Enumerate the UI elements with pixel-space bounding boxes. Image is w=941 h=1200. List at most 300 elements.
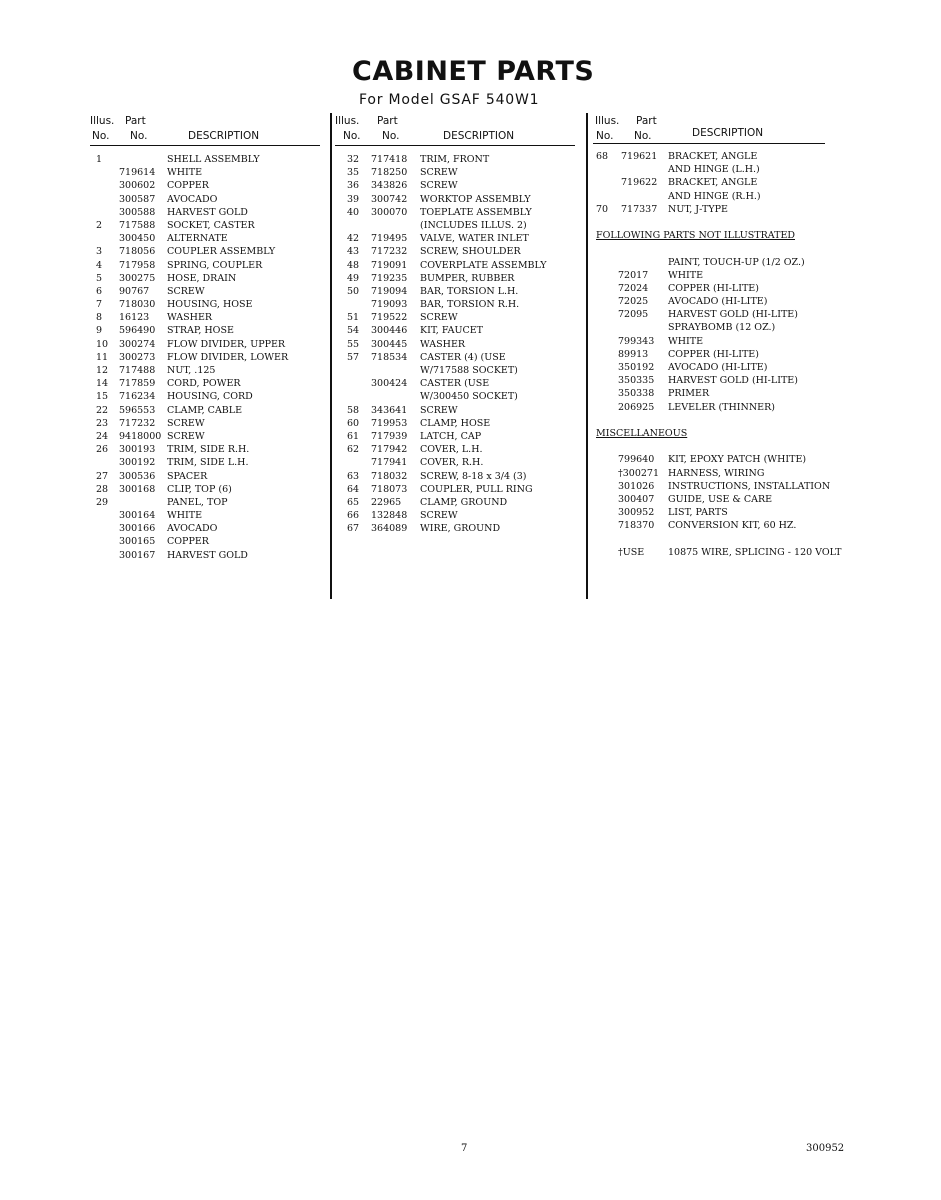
parts-row xyxy=(593,480,863,493)
part-number: 300445 xyxy=(371,338,408,350)
part-description: COVERPLATE ASSEMBLY xyxy=(420,259,547,271)
parts-row xyxy=(90,338,330,351)
part-number: 300536 xyxy=(119,470,156,482)
illus-number: 67 xyxy=(347,523,360,535)
illus-number: 14 xyxy=(96,378,109,390)
parts-row xyxy=(335,179,585,192)
part-description: STRAP, HOSE xyxy=(167,325,234,337)
parts-row xyxy=(335,390,585,403)
part-number: 90767 xyxy=(119,285,150,297)
illus-header: Illus. xyxy=(335,115,360,127)
parts-row xyxy=(593,467,863,480)
part-description: FLOW DIVIDER, LOWER xyxy=(167,351,289,363)
part-description: HARNESS, WIRING xyxy=(668,467,765,479)
section-heading: MISCELLANEOUS xyxy=(596,427,688,439)
parts-row xyxy=(593,282,863,295)
parts-row xyxy=(335,272,585,285)
parts-row xyxy=(90,166,330,179)
section-title xyxy=(593,427,863,440)
parts-row xyxy=(593,269,863,282)
illus-header-no: No. xyxy=(92,130,110,142)
part-description: HARVEST GOLD (HI-LITE) xyxy=(668,375,798,387)
part-number: 718250 xyxy=(371,167,408,179)
parts-row xyxy=(90,259,330,272)
parts-row xyxy=(593,506,863,519)
part-description: SCREW xyxy=(420,180,458,192)
part-number: 717418 xyxy=(371,154,408,165)
part-description: CORD, POWER xyxy=(167,378,241,390)
part-description: PAINT, TOUCH-UP (1/2 OZ.) xyxy=(668,256,805,268)
parts-list-middle xyxy=(335,153,585,535)
parts-row xyxy=(335,351,585,364)
parts-list-right xyxy=(593,150,863,559)
parts-list-left xyxy=(90,153,330,562)
part-number: 716234 xyxy=(119,391,156,403)
illus-number: 60 xyxy=(347,417,360,429)
part-number: 300164 xyxy=(119,510,156,522)
parts-row xyxy=(90,535,330,548)
parts-row xyxy=(335,219,585,232)
part-number: 72024 xyxy=(618,282,649,294)
illus-number: 63 xyxy=(347,470,360,482)
parts-row xyxy=(90,470,330,483)
parts-row xyxy=(90,377,330,390)
parts-row xyxy=(335,483,585,496)
parts-row xyxy=(593,519,863,532)
illus-number: 32 xyxy=(347,154,360,165)
parts-row xyxy=(90,443,330,456)
part-description: SCREW xyxy=(420,510,458,522)
header-rule xyxy=(593,143,825,144)
part-number: 343826 xyxy=(371,180,408,192)
page-subtitle: For Model GSAF 540W1 xyxy=(359,92,540,108)
part-description: SPRAYBOMB (12 OZ.) xyxy=(668,322,776,334)
column-divider xyxy=(330,113,332,599)
part-number: 718056 xyxy=(119,246,156,258)
part-description: KIT, FAUCET xyxy=(420,325,484,337)
illus-number: 40 xyxy=(347,206,360,218)
parts-row xyxy=(335,443,585,456)
part-description: WORKTOP ASSEMBLY xyxy=(420,193,531,205)
document-number: 300952 xyxy=(806,1143,845,1154)
part-description: HARVEST GOLD xyxy=(167,206,248,218)
part-description: WASHER xyxy=(420,338,466,350)
parts-row xyxy=(593,335,863,348)
description-header: DESCRIPTION xyxy=(443,130,515,142)
parts-row xyxy=(593,348,863,361)
illus-number: 61 xyxy=(347,430,360,442)
column-header xyxy=(335,113,585,145)
part-number: 717337 xyxy=(621,203,658,215)
part-number: 16123 xyxy=(119,312,150,324)
section-title xyxy=(593,229,863,242)
part-header: Part xyxy=(636,115,657,127)
parts-row xyxy=(90,272,330,285)
parts-column-left xyxy=(90,113,330,561)
part-number: 717488 xyxy=(119,365,156,376)
parts-row xyxy=(90,456,330,469)
part-description: AVOCADO (HI-LITE) xyxy=(668,362,768,373)
part-number: 719093 xyxy=(371,299,408,311)
illus-number: 35 xyxy=(347,167,360,179)
part-description: SPACER xyxy=(167,470,208,482)
part-number: 717958 xyxy=(119,259,156,271)
part-number: 300742 xyxy=(371,193,408,205)
parts-row xyxy=(335,338,585,351)
part-description: HOSE, DRAIN xyxy=(167,272,237,284)
part-number: 300165 xyxy=(119,536,156,548)
part-number: 718032 xyxy=(371,470,408,482)
parts-row xyxy=(593,163,863,176)
part-description: COPPER xyxy=(167,180,209,192)
illus-number: 55 xyxy=(347,338,360,350)
part-number: 717232 xyxy=(371,246,408,258)
part-number: 300407 xyxy=(618,493,655,505)
part-description: CLIP, TOP (6) xyxy=(167,483,232,495)
parts-row xyxy=(335,377,585,390)
illus-number: 23 xyxy=(96,417,109,429)
parts-column-right xyxy=(593,113,863,558)
part-number: †300271 xyxy=(618,467,660,479)
part-number: 300166 xyxy=(119,523,156,535)
header-rule xyxy=(335,145,575,146)
parts-row xyxy=(593,295,863,308)
part-number: 72095 xyxy=(618,309,649,321)
parts-row xyxy=(335,259,585,272)
part-number: 300168 xyxy=(119,483,156,495)
column-header xyxy=(593,113,863,145)
part-description: LATCH, CAP xyxy=(420,430,482,442)
part-description: (INCLUDES ILLUS. 2) xyxy=(420,219,527,231)
footnote-marker: †USE xyxy=(618,546,645,558)
parts-row xyxy=(335,166,585,179)
parts-row xyxy=(593,308,863,321)
part-description: SCREW, SHOULDER xyxy=(420,246,521,258)
parts-row xyxy=(90,206,330,219)
part-number: 718534 xyxy=(371,351,408,363)
parts-row xyxy=(593,361,863,374)
parts-row xyxy=(335,404,585,417)
spacer xyxy=(593,216,863,229)
parts-row xyxy=(90,549,330,562)
illus-number: 4 xyxy=(96,259,103,271)
illus-number: 36 xyxy=(347,180,360,192)
part-description: SCREW xyxy=(420,167,458,179)
part-number: 300167 xyxy=(119,549,156,561)
part-description: AVOCADO xyxy=(167,193,218,205)
parts-row xyxy=(90,179,330,192)
part-description: BAR, TORSION R.H. xyxy=(420,299,520,311)
part-number: 300070 xyxy=(371,206,408,218)
part-description: WHITE xyxy=(167,167,203,179)
parts-row xyxy=(335,417,585,430)
spacer xyxy=(593,440,863,453)
part-number: 350192 xyxy=(618,362,655,373)
part-description: HOUSING, CORD xyxy=(167,391,253,403)
parts-row xyxy=(593,203,863,216)
description-header: DESCRIPTION xyxy=(692,127,764,139)
part-description: SHELL ASSEMBLY xyxy=(167,154,260,165)
part-number: 719235 xyxy=(371,272,408,284)
illus-number: 51 xyxy=(347,312,360,324)
parts-row xyxy=(90,193,330,206)
part-description: WHITE xyxy=(167,510,203,522)
illus-number: 7 xyxy=(96,299,103,311)
part-description: LEVELER (THINNER) xyxy=(668,401,775,413)
part-number: 72017 xyxy=(618,269,649,281)
parts-row xyxy=(335,496,585,509)
illus-number: 48 xyxy=(347,259,360,271)
part-description: TRIM, SIDE R.H. xyxy=(167,444,250,456)
part-number: 719622 xyxy=(621,177,658,189)
part-description: TOEPLATE ASSEMBLY xyxy=(420,206,532,218)
column-header xyxy=(90,113,330,145)
parts-row xyxy=(335,311,585,324)
parts-row xyxy=(90,285,330,298)
part-header: Part xyxy=(125,115,146,127)
part-description: CASTER (4) (USE xyxy=(420,351,506,363)
part-number: 300274 xyxy=(119,338,156,350)
parts-row xyxy=(90,483,330,496)
parts-row xyxy=(335,206,585,219)
parts-row xyxy=(335,232,585,245)
parts-row xyxy=(593,256,863,269)
parts-row xyxy=(90,509,330,522)
parts-row xyxy=(90,311,330,324)
part-description: TRIM, FRONT xyxy=(420,154,490,165)
parts-row xyxy=(593,176,863,189)
part-description: CLAMP, HOSE xyxy=(420,417,491,429)
illus-number: 54 xyxy=(347,325,360,337)
part-description: HOUSING, HOSE xyxy=(167,299,253,311)
part-description: BAR, TORSION L.H. xyxy=(420,285,519,297)
parts-row xyxy=(335,285,585,298)
part-description: COVER, L.H. xyxy=(420,444,483,456)
parts-row xyxy=(593,321,863,334)
part-description: PRIMER xyxy=(668,388,710,400)
part-description: COVER, R.H. xyxy=(420,457,484,469)
part-number: 300446 xyxy=(371,325,408,337)
part-description: WIRE, GROUND xyxy=(420,523,501,535)
part-number: 9418000 xyxy=(119,430,162,442)
illus-number: 15 xyxy=(96,391,109,403)
illus-number: 9 xyxy=(96,325,103,337)
part-number: 717942 xyxy=(371,444,408,456)
part-number: 799343 xyxy=(618,335,655,347)
illus-header-no: No. xyxy=(596,130,614,142)
part-number: 300192 xyxy=(119,457,156,469)
part-number: 718073 xyxy=(371,483,408,495)
parts-row xyxy=(335,193,585,206)
part-description: CLAMP, CABLE xyxy=(167,404,243,416)
part-description: SCREW xyxy=(420,312,458,324)
part-description: SCREW xyxy=(420,404,458,416)
illus-number: 12 xyxy=(96,365,109,376)
parts-row xyxy=(90,417,330,430)
part-number: 89913 xyxy=(618,348,649,360)
part-number: 719614 xyxy=(119,167,156,179)
part-header-no: No. xyxy=(130,130,148,142)
parts-row xyxy=(335,364,585,377)
part-number: 717588 xyxy=(119,219,156,231)
parts-row xyxy=(90,351,330,364)
part-number: 301026 xyxy=(618,480,655,492)
part-description: NUT, J-TYPE xyxy=(668,203,728,215)
section-heading: FOLLOWING PARTS NOT ILLUSTRATED xyxy=(596,230,795,242)
parts-row xyxy=(90,153,330,166)
illus-number: 43 xyxy=(347,246,360,258)
illus-number: 6 xyxy=(96,285,103,297)
part-description: ALTERNATE xyxy=(167,233,228,245)
parts-row xyxy=(90,522,330,535)
part-number: 300424 xyxy=(371,378,408,390)
parts-row xyxy=(335,430,585,443)
parts-row xyxy=(593,493,863,506)
part-number: 300952 xyxy=(618,507,655,519)
part-description: AND HINGE (R.H.) xyxy=(668,190,761,202)
part-description: BRACKET, ANGLE xyxy=(668,151,758,162)
part-number: 718030 xyxy=(119,299,156,311)
illus-header: Illus. xyxy=(595,115,620,127)
part-description: CONVERSION KIT, 60 HZ. xyxy=(668,520,797,532)
parts-row xyxy=(335,456,585,469)
part-number: 300587 xyxy=(119,193,156,205)
part-description: GUIDE, USE & CARE xyxy=(668,493,773,505)
part-number: 717859 xyxy=(119,378,156,390)
illus-number: 22 xyxy=(96,404,109,416)
part-description: WHITE xyxy=(668,269,704,281)
part-number: 300273 xyxy=(119,351,156,363)
illus-number: 29 xyxy=(96,496,109,508)
part-description: WASHER xyxy=(167,312,213,324)
illus-number: 50 xyxy=(347,285,360,297)
part-description: HARVEST GOLD xyxy=(167,549,248,561)
part-description: HARVEST GOLD (HI-LITE) xyxy=(668,309,798,321)
part-description: W/717588 SOCKET) xyxy=(420,365,518,376)
parts-row xyxy=(335,470,585,483)
header-rule xyxy=(90,145,320,146)
parts-row xyxy=(90,496,330,509)
illus-number: 64 xyxy=(347,483,360,495)
parts-row xyxy=(593,387,863,400)
illus-number: 2 xyxy=(96,219,103,231)
part-number: 206925 xyxy=(618,401,655,413)
part-description: SCREW xyxy=(167,417,205,429)
part-number: 300450 xyxy=(119,233,156,245)
parts-row xyxy=(90,430,330,443)
part-number: 350338 xyxy=(618,388,655,400)
part-description: COPPER (HI-LITE) xyxy=(668,348,759,360)
illus-number: 49 xyxy=(347,272,360,284)
parts-row xyxy=(90,298,330,311)
illus-header: Illus. xyxy=(90,115,115,127)
parts-row xyxy=(335,509,585,522)
illus-number: 3 xyxy=(96,246,103,258)
part-number: 596490 xyxy=(119,325,156,337)
parts-row xyxy=(90,364,330,377)
part-description: SOCKET, CASTER xyxy=(167,219,255,231)
parts-row xyxy=(90,245,330,258)
page-number: 7 xyxy=(461,1143,468,1154)
page-title: CABINET PARTS xyxy=(352,56,595,87)
illus-number: 39 xyxy=(347,193,360,205)
spacer xyxy=(593,414,863,427)
part-description: AND HINGE (L.H.) xyxy=(668,164,760,176)
illus-number: 5 xyxy=(96,272,103,284)
illus-number: 42 xyxy=(347,233,360,245)
part-description: CLAMP, GROUND xyxy=(420,496,508,508)
part-header-no: No. xyxy=(382,130,400,142)
part-description: COPPER xyxy=(167,536,209,548)
illus-number: 57 xyxy=(347,351,360,363)
parts-row xyxy=(90,232,330,245)
part-description: PANEL, TOP xyxy=(167,496,228,508)
parts-row xyxy=(593,190,863,203)
part-description: INSTRUCTIONS, INSTALLATION xyxy=(668,480,831,492)
part-description: AVOCADO (HI-LITE) xyxy=(668,296,768,308)
parts-row xyxy=(335,153,585,166)
part-number: 719091 xyxy=(371,259,408,271)
parts-row xyxy=(593,150,863,163)
parts-row xyxy=(90,390,330,403)
part-number: 718370 xyxy=(618,520,655,532)
illus-number: 24 xyxy=(96,430,109,442)
illus-number: 62 xyxy=(347,444,360,456)
illus-number: 8 xyxy=(96,312,103,324)
part-number: 799640 xyxy=(618,454,655,466)
parts-row xyxy=(593,401,863,414)
parts-row xyxy=(90,324,330,337)
part-number: 350335 xyxy=(618,375,655,387)
part-description: SCREW xyxy=(167,285,205,297)
part-description: W/300450 SOCKET) xyxy=(420,391,518,403)
part-description: LIST, PARTS xyxy=(668,507,728,519)
part-header-no: No. xyxy=(634,130,652,142)
spacer xyxy=(593,242,863,255)
part-description: FLOW DIVIDER, UPPER xyxy=(167,338,286,350)
parts-row xyxy=(335,522,585,535)
illus-number: 26 xyxy=(96,444,109,456)
column-divider xyxy=(586,113,588,599)
part-description: BUMPER, RUBBER xyxy=(420,272,515,284)
part-number: 596553 xyxy=(119,404,156,416)
part-number: 719621 xyxy=(621,151,658,162)
part-number: 132848 xyxy=(371,510,408,522)
part-description: VALVE, WATER INLET xyxy=(420,233,529,245)
parts-row xyxy=(90,404,330,417)
part-number: 364089 xyxy=(371,523,408,535)
part-number: 719953 xyxy=(371,417,408,429)
parts-row xyxy=(335,298,585,311)
description-header: DESCRIPTION xyxy=(188,130,260,142)
illus-number: 68 xyxy=(596,151,609,162)
part-number: 300193 xyxy=(119,444,156,456)
spacer xyxy=(593,532,863,545)
illus-number: 27 xyxy=(96,470,109,482)
part-number: 22965 xyxy=(371,496,402,508)
part-description: SCREW, 8-18 x 3/4 (3) xyxy=(420,470,527,482)
part-number: 717939 xyxy=(371,430,408,442)
part-number: 300602 xyxy=(119,180,156,192)
part-description: TRIM, SIDE L.H. xyxy=(167,457,249,469)
part-description: AVOCADO xyxy=(167,523,218,535)
part-description: NUT, .125 xyxy=(167,365,216,376)
part-number: 719495 xyxy=(371,233,408,245)
part-description: COPPER (HI-LITE) xyxy=(668,282,759,294)
illus-number: 65 xyxy=(347,496,360,508)
illus-header-no: No. xyxy=(343,130,361,142)
part-description: SPRING, COUPLER xyxy=(167,259,263,271)
